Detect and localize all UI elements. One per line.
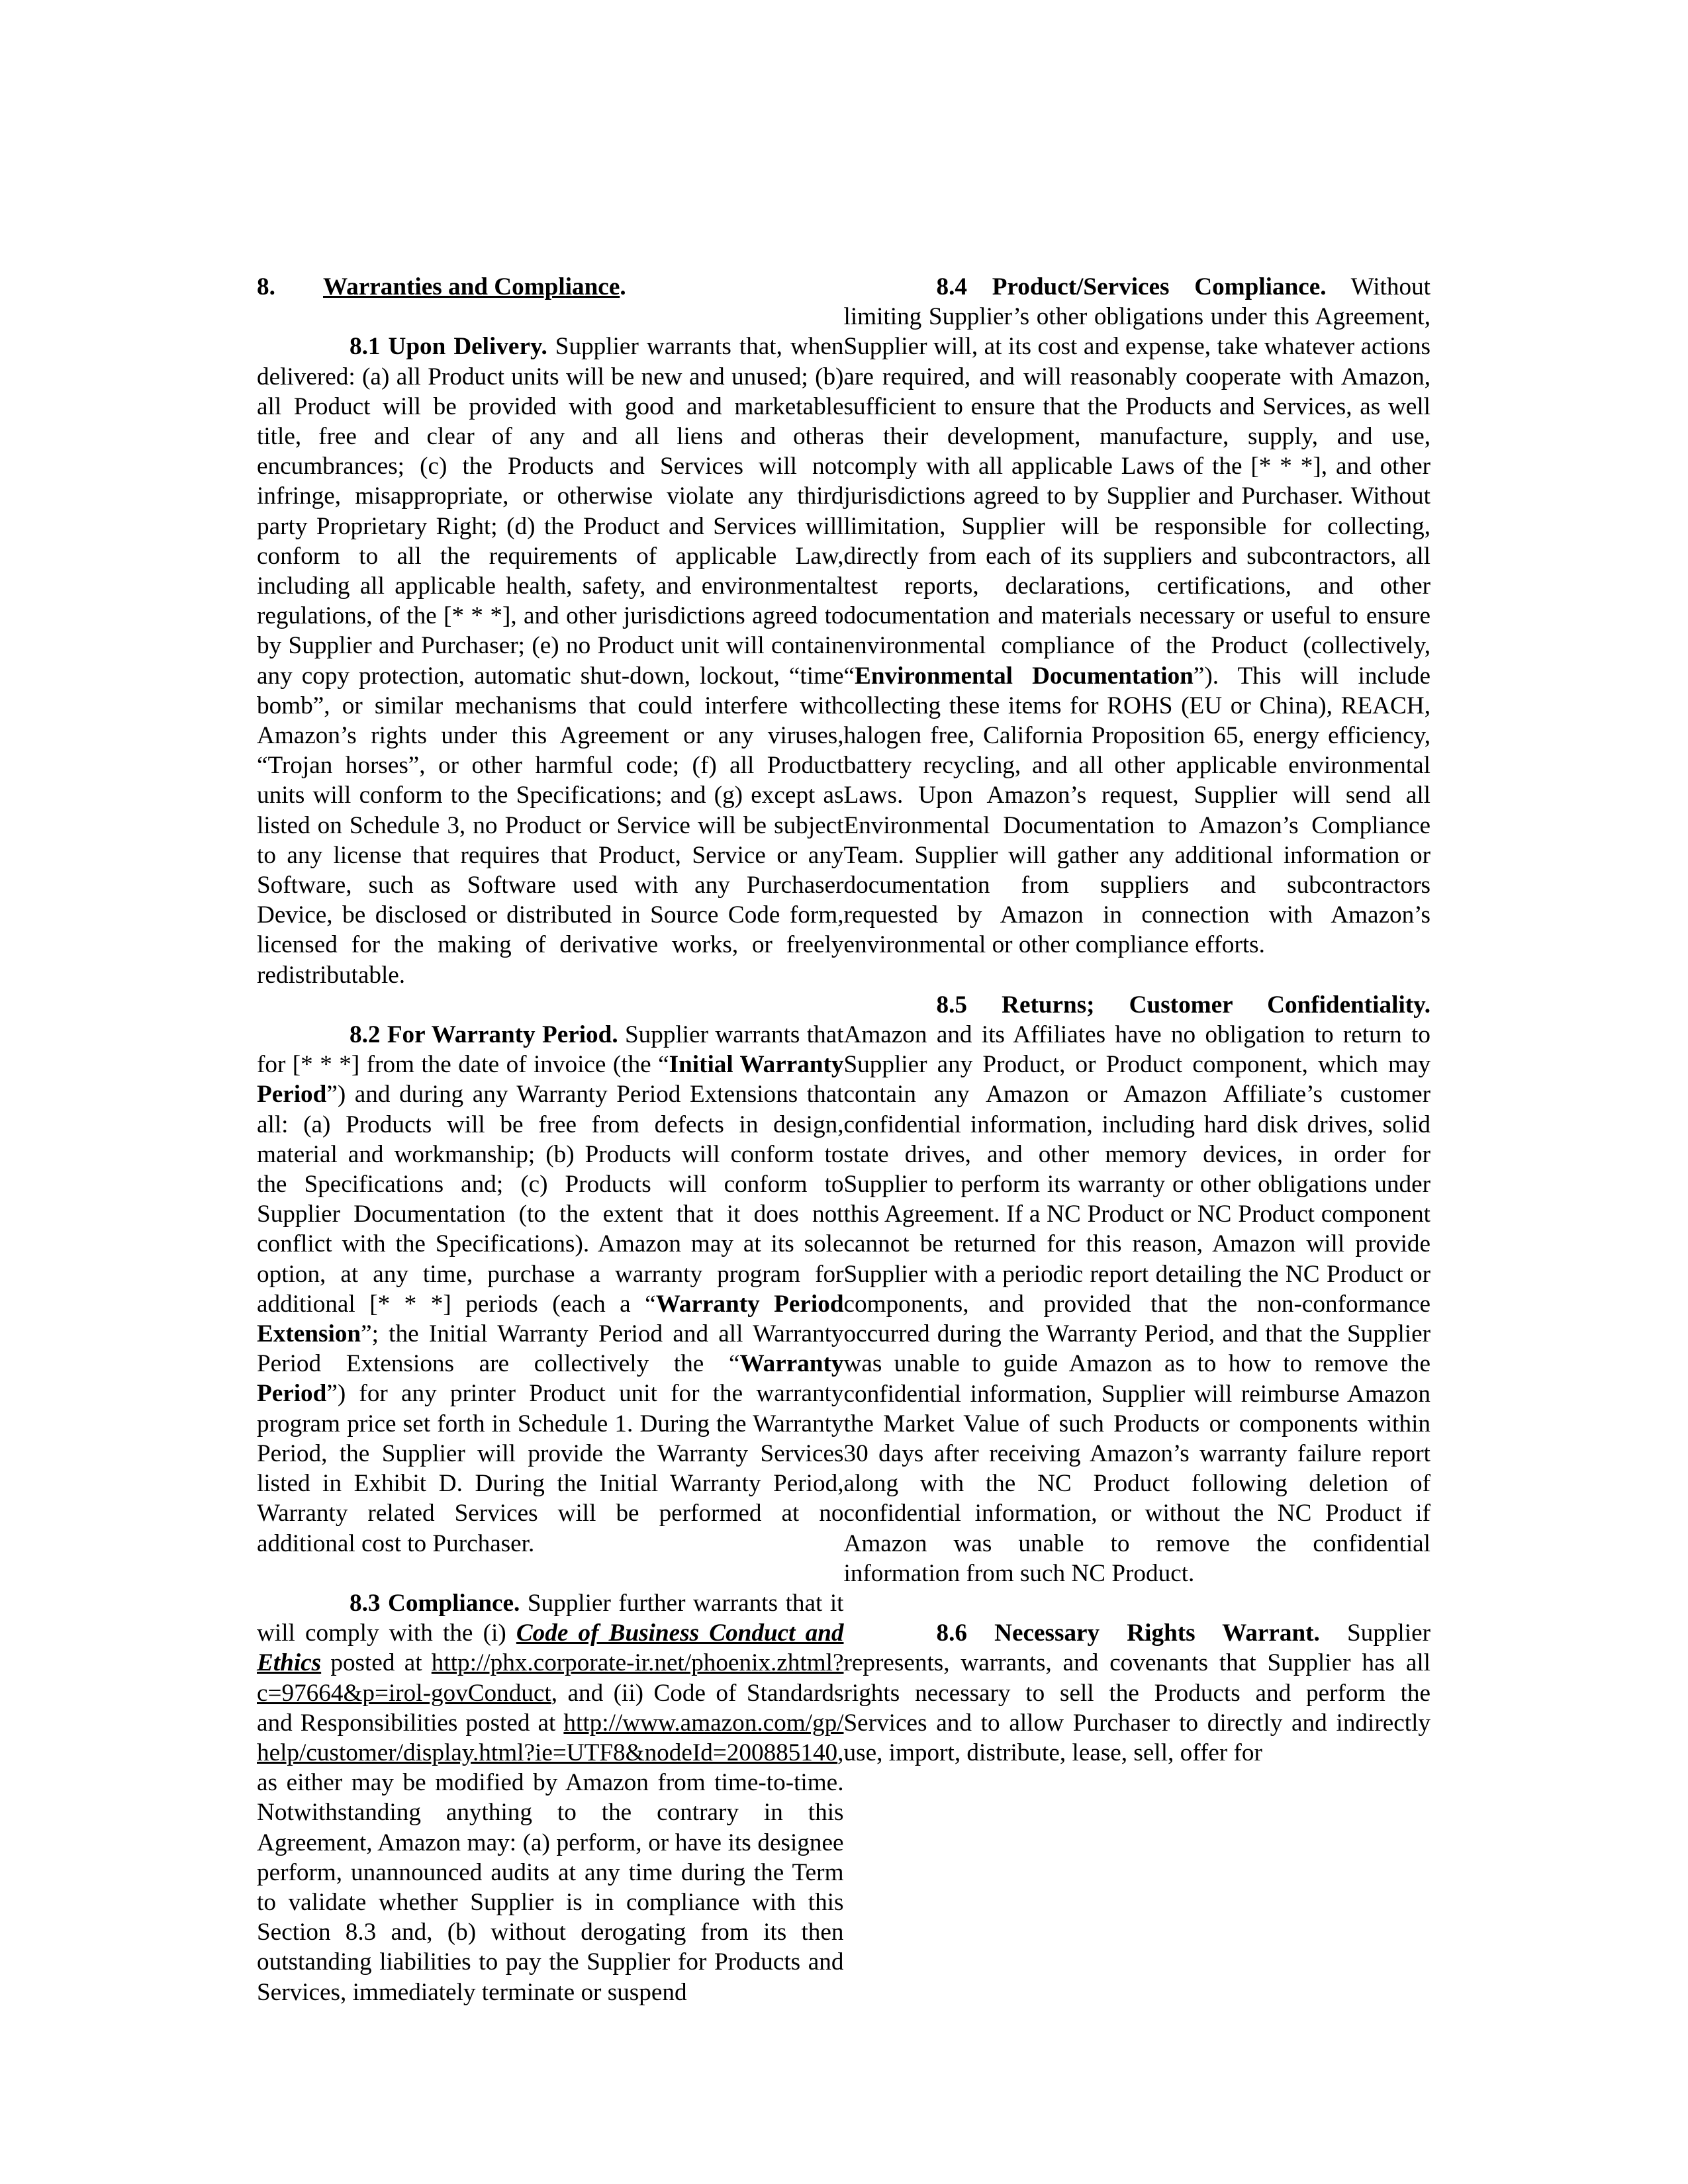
text-span: ”) and during any Warranty Period Extensions that all: (a) Products will be free from defects in design, material and workmanship; (b) Products will conform to the Specifications and; (c) Products will conform to Supplier Documentation (to the extent that it does not conflict with the Specifications). Amazon may at its sole option, at any time, purchase a warranty program for additional [* * *] periods (each a “ [257, 1081, 844, 1318]
text-span: ”; the Initial Warranty Period and all Warranty Period Extensions are collectively the “ [257, 1320, 844, 1378]
left-column [257, 272, 844, 2037]
document-page [257, 272, 1430, 2037]
text-span: Supplier warrants that for [* * *] from the date of invoice (the “ [257, 1021, 844, 1079]
body-8-6: Supplier represents, warrants, and covenants that Supplier has all rights necessary to sell the Products and perform the Services and to allow Purchaser to directly and indirectly use, import, distribute, lease, sell, offer for [843, 1619, 1430, 1766]
paragraph-8-5 [844, 990, 1431, 1588]
text-span: , and (ii) Code of Standards and Responsibilities posted at [257, 1679, 844, 1737]
heading-8-3: 8.3 Compliance. [350, 1589, 520, 1617]
heading-8-5: 8.5 Returns; Customer Confidentiality. [936, 991, 1430, 1019]
paragraph-8-2 [257, 1020, 844, 1559]
text-span: Without limiting Supplier’s other obligations under this Agreement, Supplier will, at its cost and expense, take whatever actions are required, and will reasonably cooperate with Amazon, sufficient to ensure that the Products and Services, as well as their development, manufacture, supply, and use, comply with all applicable Laws of the [* * *], and other jurisdictions agreed to by Supplier and Purchaser. Without limitation, Supplier will be responsible for collecting, directly from each of its suppliers and subcontractors, all test reports, declarations, certifications, and other documentation and materials necessary or useful to ensure environmental compliance of the Product (collectively, “ [843, 273, 1430, 690]
paragraph-8-4 [844, 272, 1431, 960]
heading-8-6: 8.6 Necessary Rights Warrant. [936, 1619, 1320, 1647]
section-title-punct: . [620, 273, 626, 300]
code-of-conduct-link[interactable]: Code of Business Conduct and Ethics [257, 1619, 844, 1677]
text-span: , as either may be modified by Amazon from time-to-time. Notwithstanding anything to the contrary in this Agreement, Amazon may: (a) perform, or have its designee perform, unannounced audits at any time during the Term to validate whether Supplier is in compliance with this Section 8.3 and, (b) without derogating from its then outstanding liabilities to pay the Supplier for Products and Services, immediately terminate or suspend [257, 1739, 844, 2006]
right-column [844, 272, 1431, 2037]
section-heading [257, 272, 844, 302]
amazon-standards-link[interactable]: http://www.amazon.com/gp/help/customer/display.html?ie=UTF8&nodeId=200885140 [257, 1709, 844, 1766]
paragraph-8-1 [257, 332, 844, 989]
paragraph-8-3 [257, 1588, 844, 2007]
heading-8-1: 8.1 Upon Delivery. [350, 333, 547, 361]
corporate-ir-link[interactable]: http://phx.corporate-ir.net/phoenix.zhtml?c=97664&p=irol-govConduct [257, 1649, 844, 1707]
text-span: Supplier further warrants that it will comply with the (i) [257, 1589, 844, 1647]
defined-term: Environmental Documentation [855, 662, 1194, 690]
section-number: 8. [257, 273, 275, 300]
heading-8-4: 8.4 Product/Services Compliance. [936, 273, 1327, 300]
defined-term: Warranty Period Extension [257, 1290, 844, 1348]
text-span: posted at [321, 1649, 432, 1677]
text-span: ”) for any printer Product unit for the warranty program price set forth in Schedule 1. During the Warranty Period, the Supplier will provide the Warranty Services listed in Exhibit D. During the Initial Warranty Period, Warranty related Services will be performed at no additional cost to Purchaser. [257, 1380, 844, 1557]
section-title: Warranties and Compliance [323, 273, 620, 300]
heading-8-2: 8.2 For Warranty Period. [350, 1021, 618, 1049]
body-8-5: Amazon and its Affiliates have no obligation to return to Supplier any Product, or Product component, which may contain any Amazon or Amazon Affiliate’s customer confidential information, including hard disk drives, solid state drives, and other memory devices, in order for Supplier to perform its warranty or other obligations under this Agreement. If a NC Product or NC Product component cannot be returned for this reason, Amazon will provide Supplier with a periodic report detailing the NC Product or components, and provided that the non-conformance occurred during the Warranty Period, and that the Supplier was unable to guide Amazon as to how to remove the confidential information, Supplier will reimburse Amazon the Market Value of such Products or components within 30 days after receiving Amazon’s warranty failure report along with the NC Product following deletion of confidential information, or without the NC Product if Amazon was unable to remove the confidential information from such NC Product. [843, 1021, 1430, 1587]
defined-term: Warranty Period [257, 1350, 844, 1408]
paragraph-8-6 [844, 1618, 1431, 1768]
defined-term: Initial Warranty Period [257, 1051, 844, 1109]
text-span: ”). This will include collecting these items for ROHS (EU or China), REACH, halogen free, California Proposition 65, energy efficiency, battery recycling, and all other applicable environmental Laws. Upon Amazon’s request, Supplier will send all Environmental Documentation to Amazon’s Compliance Team. Supplier will gather any additional information or documentation from suppliers and subcontractors requested by Amazon in connection with Amazon’s environmental or other compliance efforts. [843, 662, 1431, 959]
body-8-1: Supplier warrants that, when delivered: (a) all Product units will be new and unused; (b) all Product will be provided with good and marketable title, free and clear of any and all liens and other encumbrances; (c) the Products and Services will not infringe, misappropriate, or otherwise violate any third party Proprietary Right; (d) the Product and Services will conform to all the requirements of applicable Law, including all applicable health, safety, and environmental regulations, of the [* * *], and other jurisdictions agreed to by Supplier and Purchaser; (e) no Product unit will contain any copy protection, automatic shut-down, lockout, “time bomb”, or similar mechanisms that could interfere with Amazon’s rights under this Agreement or any viruses, “Trojan horses”, or other harmful code; (f) all Product units will conform to the Specifications; and (g) except as listed on Schedule 3, no Product or Service will be subject to any license that requires that Product, Service or any Software, such as Software used with any Purchaser Device, be disclosed or distributed in Source Code form, licensed for the making of derivative works, or freely redistributable. [257, 333, 844, 989]
